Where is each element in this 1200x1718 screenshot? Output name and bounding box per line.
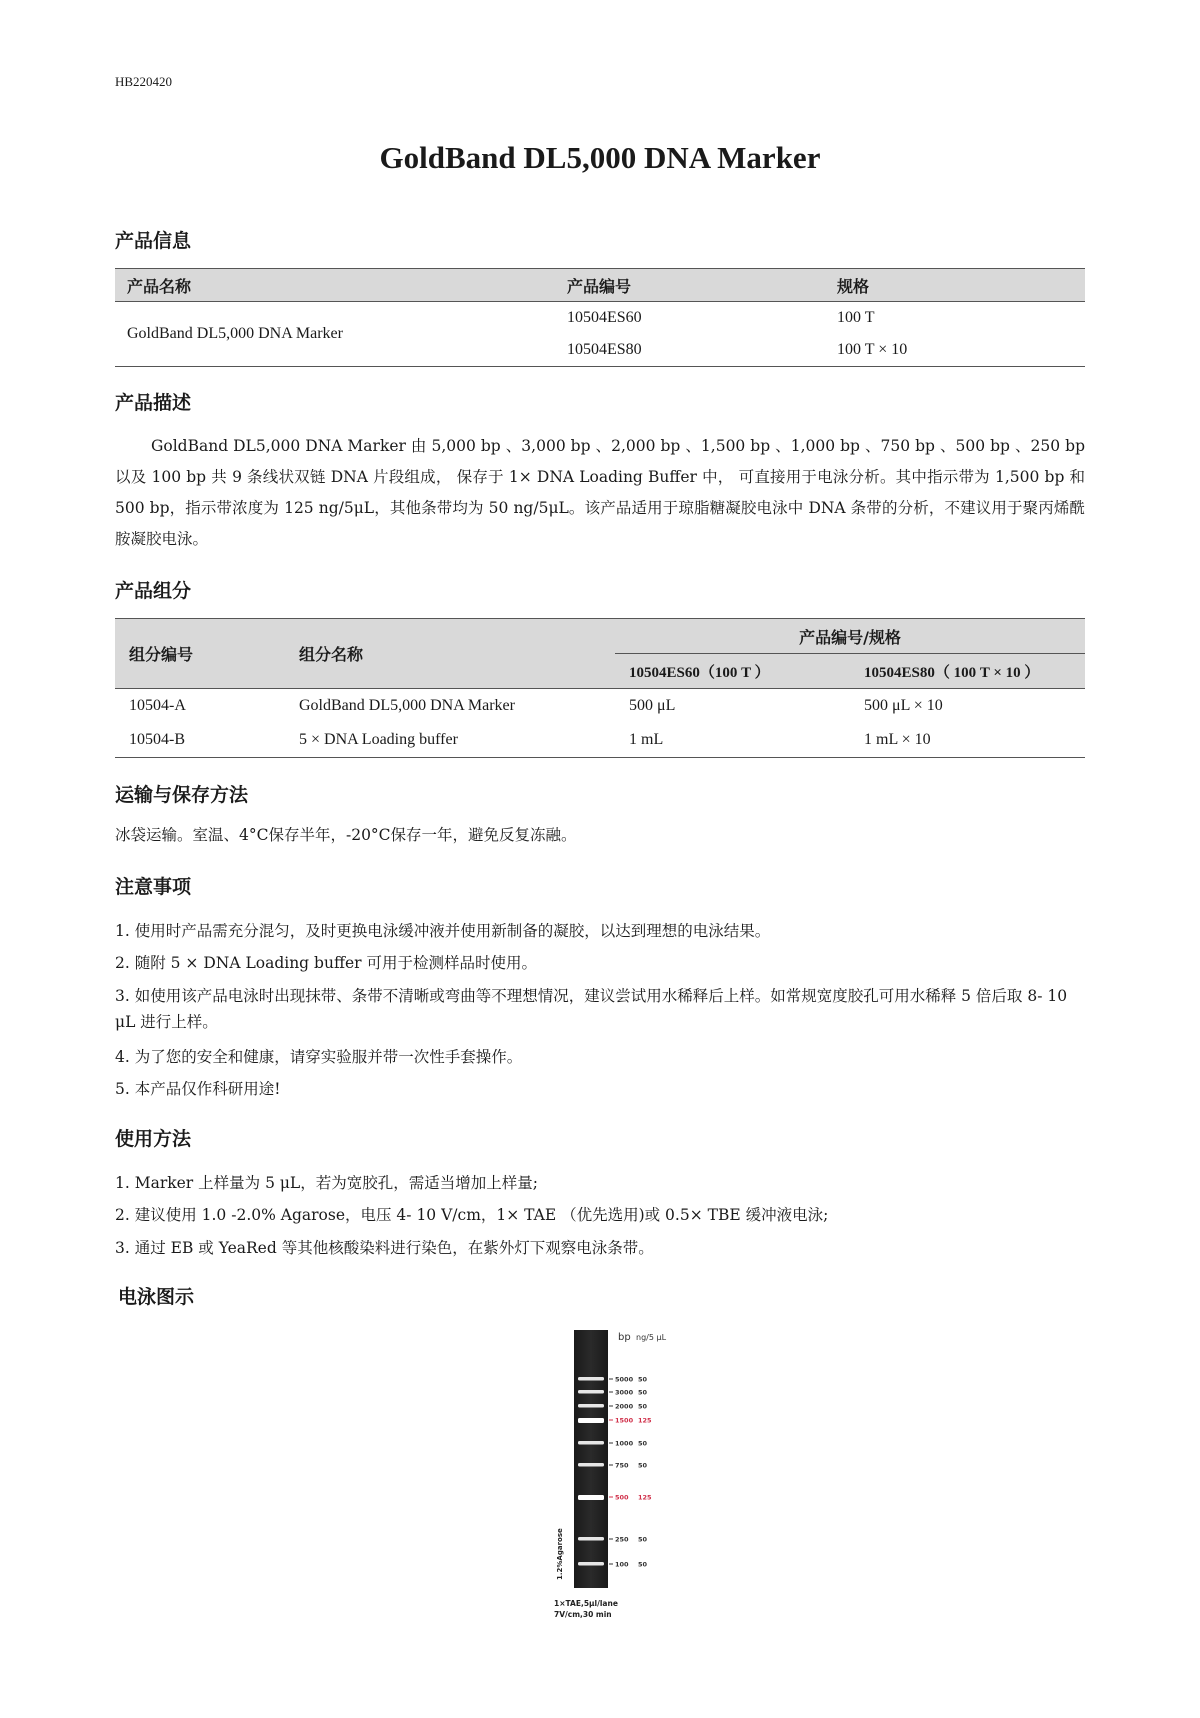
component-code-cell: 10504-B — [129, 731, 185, 748]
gel-band — [578, 1495, 604, 1500]
gel-band-conc-label: 125 — [638, 1493, 652, 1502]
product-name-cell: GoldBand DL5,000 DNA Marker — [127, 325, 343, 342]
gel-band-conc-label: 50 — [638, 1439, 648, 1448]
gel-band-bp-label: 100 — [615, 1560, 629, 1569]
gel-lane — [574, 1330, 608, 1588]
table-header-cell: 产品编号 — [555, 269, 825, 302]
gel-band-bp-label: 750 — [615, 1461, 629, 1470]
component-value-cell: 1 mL — [629, 731, 664, 748]
table-header-cell: 产品名称 — [115, 269, 555, 302]
gel-band-bp-label: 3000 — [615, 1388, 634, 1397]
gel-band-conc-label: 50 — [638, 1402, 648, 1411]
gel-band-conc-label: 50 — [638, 1560, 648, 1569]
note-item: 3. 如使用该产品电泳时出现抹带、条带不清晰或弯曲等不理想情况，建议尝试用水稀释后上样。如常规宽度胶孔可用水稀释 5 倍后取 8- 10 μL 进行上样。 — [115, 987, 1068, 1031]
component-value-cell: 1 mL × 10 — [864, 731, 931, 748]
note-item: 4. 为了您的安全和健康，请穿实验服并带一次性手套操作。 — [115, 1048, 523, 1066]
table-subheader-cell: 10504ES60（100 T ） — [615, 654, 850, 689]
component-code-cell: 10504-A — [129, 697, 186, 714]
gel-band-conc-label: 50 — [638, 1388, 648, 1397]
component-name-cell: 5 × DNA Loading buffer — [299, 731, 458, 748]
gel-header-conc: ng/5 μL — [636, 1333, 667, 1342]
document-code: HB220420 — [115, 74, 173, 89]
section-heading-notes: 注意事项 — [115, 876, 192, 898]
usage-item: 2. 建议使用 1.0 -2.0% Agarose，电压 4- 10 V/cm，1× TAE （优先选用)或 0.5× TBE 缓冲液电泳; — [115, 1206, 829, 1224]
usage-item: 3. 通过 EB 或 YeaRed 等其他核酸染料进行染色，在紫外灯下观察电泳条带。 — [115, 1239, 654, 1257]
gel-header-bp: bp — [618, 1332, 631, 1343]
gel-band — [578, 1404, 604, 1408]
table-row — [115, 723, 1085, 758]
gel-band — [578, 1377, 604, 1381]
gel-image — [500, 1330, 700, 1650]
gel-band-bp-label: 250 — [615, 1535, 629, 1544]
component-value-cell: 500 μL × 10 — [864, 697, 943, 714]
gel-band — [578, 1562, 604, 1566]
table-header-cell: 组分名称 — [285, 619, 615, 689]
table-header-cell: 组分编号 — [115, 619, 285, 689]
table-row — [115, 302, 1085, 335]
gel-band-conc-label: 125 — [638, 1416, 652, 1425]
components-table — [115, 618, 1085, 758]
gel-band-bp-label: 1500 — [615, 1416, 634, 1425]
table-row — [115, 689, 1085, 724]
table-header-group-cell: 产品编号/规格 — [615, 619, 1085, 654]
section-heading-gel: 电泳图示 — [118, 1286, 195, 1308]
gel-band — [578, 1441, 604, 1445]
page-title: GoldBand DL5,000 DNA Marker — [379, 140, 821, 175]
table-header-cell: 规格 — [825, 269, 1085, 302]
gel-band — [578, 1463, 604, 1467]
section-heading-usage: 使用方法 — [115, 1128, 192, 1150]
gel-band — [578, 1418, 604, 1423]
gel-band-conc-label: 50 — [638, 1375, 648, 1384]
gel-band-conc-label: 50 — [638, 1535, 648, 1544]
component-value-cell: 500 μL — [629, 697, 676, 714]
gel-side-label: 1.2%Agarose — [556, 1528, 564, 1580]
product-code-cell: 10504ES60 — [567, 309, 642, 326]
storage-text: 冰袋运输。室温、4°C保存半年，-20°C保存一年，避免反复冻融。 — [115, 826, 577, 844]
note-item: 5. 本产品仅作科研用途! — [115, 1080, 281, 1098]
gel-band-bp-label: 5000 — [615, 1375, 634, 1384]
gel-band-bp-label: 2000 — [615, 1402, 634, 1411]
note-item: 1. 使用时产品需充分混匀，及时更换电泳缓冲液并使用新制备的凝胶，以达到理想的电泳结果。 — [115, 922, 771, 940]
gel-band-conc-label: 50 — [638, 1461, 648, 1470]
gel-band-bp-label: 1000 — [615, 1439, 634, 1448]
description-paragraph: GoldBand DL5,000 DNA Marker 由 5,000 bp 、3,000 bp 、2,000 bp 、1,500 bp 、1,000 bp 、750 bp 、500 bp 、250 bp 以及 100 bp 共 9 条线状双链 DNA 片段组成， 保存于 1× DNA Loading Buffer 中， 可直接用于电泳分析。其中指示带为 1,500 bp 和 500 bp，指示带浓度为 125 ng/5μL，其他条带均为 50 ng/5μL。该产品适用于琼脂糖凝胶电泳中 DNA 条带的分析，不建议用于聚丙烯酰胺凝胶电泳。 — [115, 437, 1085, 548]
product-info-table — [115, 268, 1085, 367]
gel-band — [578, 1390, 604, 1394]
gel-footer-line2: 7V/cm,30 min — [554, 1610, 612, 1619]
gel-band — [578, 1537, 604, 1541]
component-name-cell: GoldBand DL5,000 DNA Marker — [299, 697, 515, 714]
section-heading-components: 产品组分 — [115, 580, 192, 602]
section-heading-description: 产品描述 — [115, 392, 192, 414]
product-spec-cell: 100 T × 10 — [837, 341, 908, 358]
section-heading-info: 产品信息 — [115, 230, 192, 252]
note-item: 2. 随附 5 × DNA Loading buffer 可用于检测样品时使用。 — [115, 954, 537, 972]
usage-item: 1. Marker 上样量为 5 μL，若为宽胶孔，需适当增加上样量; — [115, 1174, 538, 1192]
section-heading-storage: 运输与保存方法 — [115, 784, 249, 806]
gel-footer-line1: 1×TAE,5μl/lane — [554, 1599, 618, 1608]
product-code-cell: 10504ES80 — [567, 341, 642, 358]
gel-band-bp-label: 500 — [615, 1493, 629, 1502]
product-spec-cell: 100 T — [837, 309, 875, 326]
table-subheader-cell: 10504ES80（ 100 T × 10 ） — [850, 654, 1085, 689]
